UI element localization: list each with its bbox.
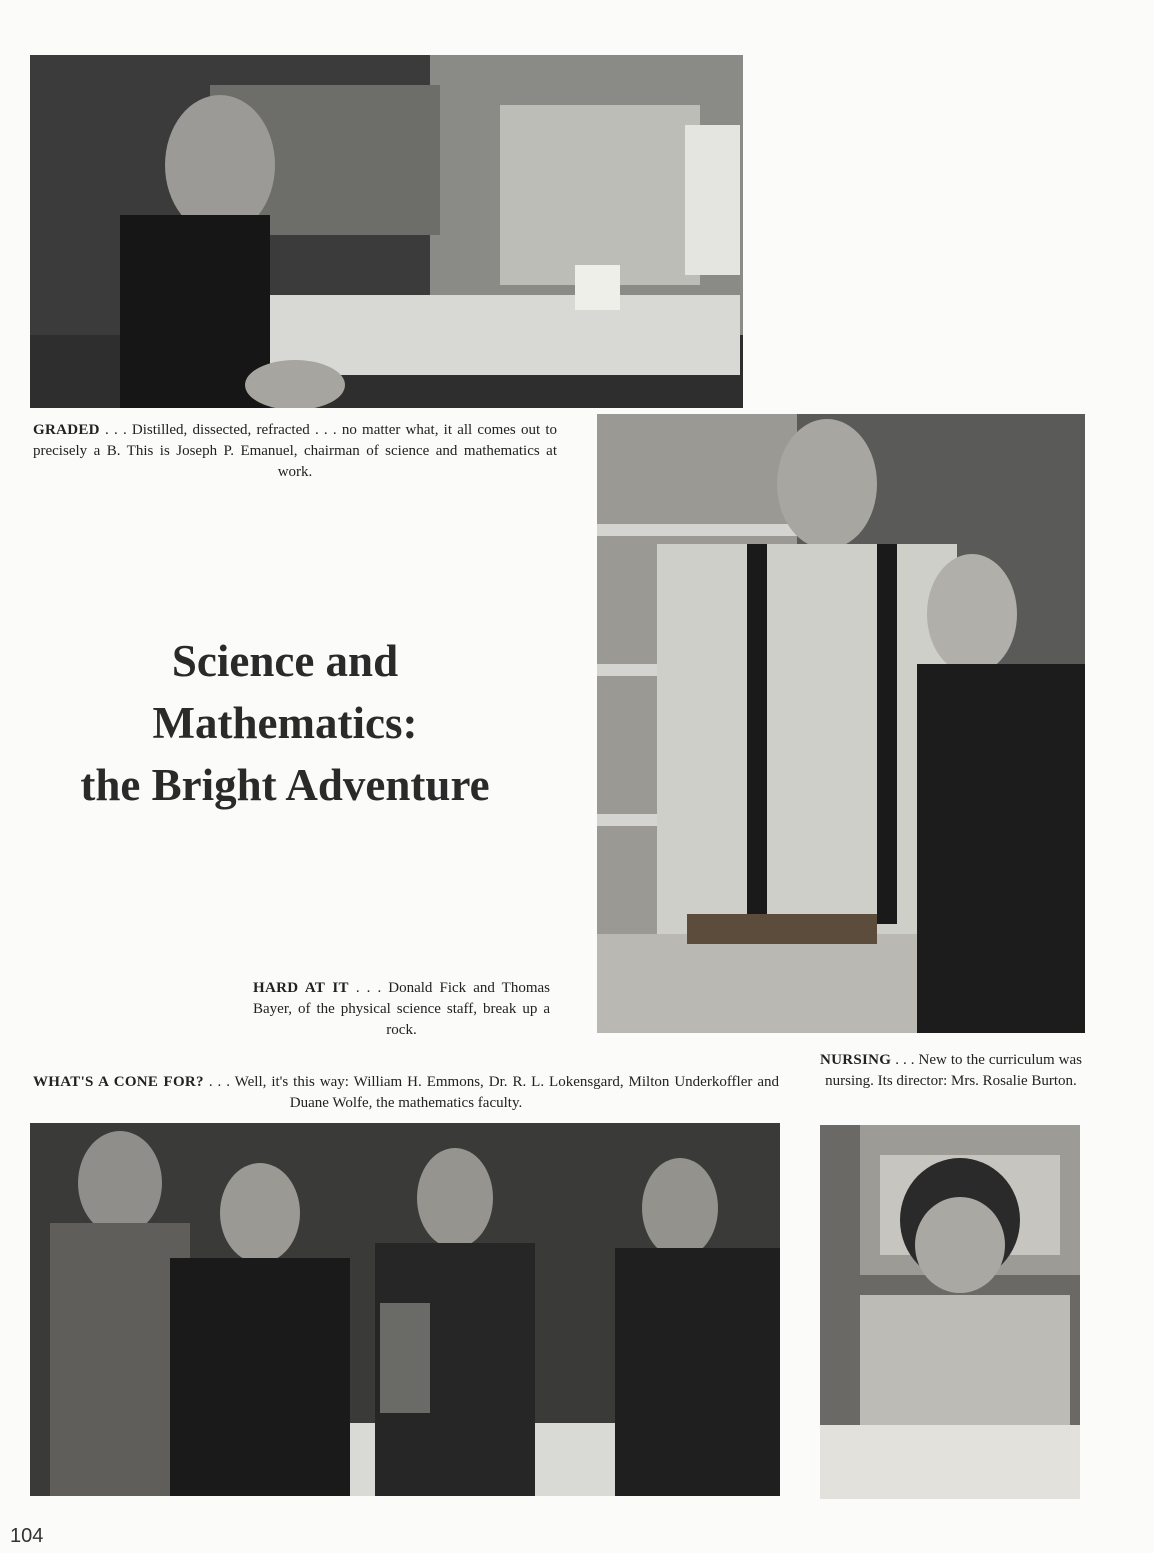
- caption-nursing: [820, 1050, 1082, 1092]
- caption-hard-at-it-text: . . . Donald Fick and Thomas Bayer, of the physical science staff, break up a rock.: [253, 980, 550, 1038]
- caption-hard-at-it-lead: HARD AT IT: [253, 980, 349, 996]
- caption-graded-lead: GRADED: [33, 422, 100, 438]
- photo-cone: [30, 1123, 780, 1496]
- caption-hard-at-it: [253, 978, 550, 1041]
- title-line-2: Mathematics:: [152, 698, 418, 748]
- page-number: 104: [10, 1525, 44, 1547]
- photo-cone-art: [30, 1123, 780, 1496]
- caption-nursing-lead: NURSING: [820, 1052, 892, 1068]
- photo-nursing: [820, 1125, 1080, 1499]
- caption-graded-text: . . . Distilled, dissected, refracted . . . no matter what, it all comes out to precisely a B. This is Joseph P. Emanuel, chairman of science and mathematics at work.: [33, 422, 557, 480]
- caption-cone-lead: WHAT'S A CONE FOR?: [33, 1074, 204, 1090]
- caption-nursing-text: . . . New to the curriculum was nursing. Its director: Mrs. Rosalie Burton.: [825, 1052, 1082, 1089]
- caption-cone-text: . . . Well, it's this way: William H. Emmons, Dr. R. L. Lokensgard, Milton Underkoffler and Duane Wolfe, the mathematics faculty.: [203, 1074, 779, 1111]
- title-line-1: Science and: [171, 636, 399, 686]
- photo-hard-at-it-art: [597, 414, 1085, 1033]
- caption-graded: [33, 420, 557, 483]
- photo-graded-art: [30, 55, 743, 408]
- photo-graded: [30, 55, 743, 408]
- photo-nursing-art: [820, 1125, 1080, 1499]
- title-line-3: the Bright Adventure: [80, 760, 490, 810]
- photo-hard-at-it: [597, 414, 1085, 1033]
- page-title: [30, 630, 540, 816]
- caption-cone: [33, 1072, 779, 1114]
